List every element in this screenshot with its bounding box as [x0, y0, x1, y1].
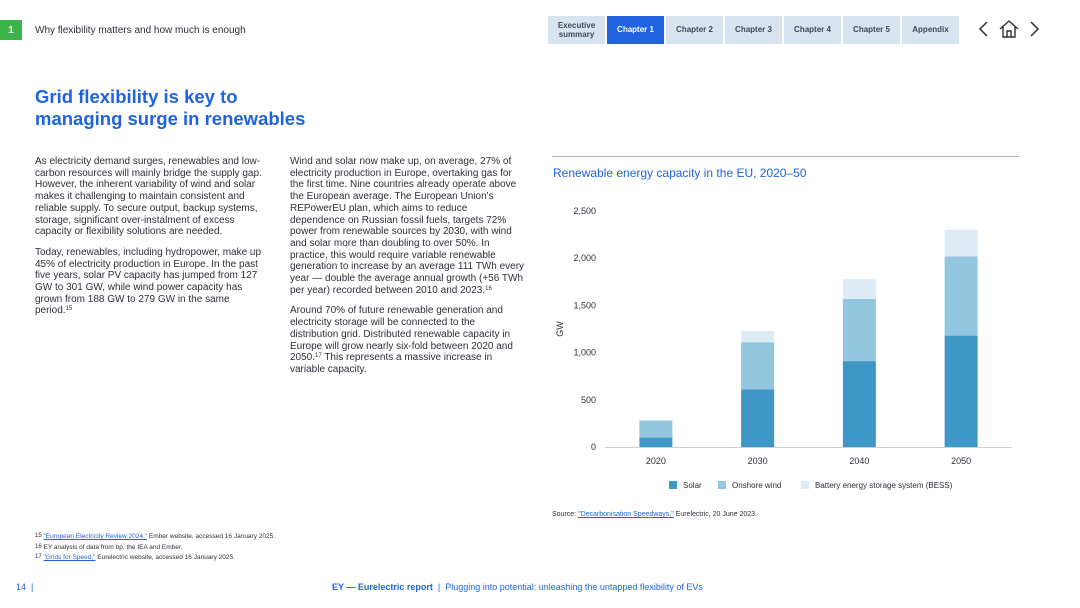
- chart-title: Renewable energy capacity in the EU, 2020–50: [553, 166, 807, 180]
- body-text: Around 70% of future renewable generation and electricity storage will be connected to the distribution grid. Distributed renewable capacity in Europe will grow nearly six-fold between 2020 and 2050.: [290, 305, 513, 364]
- legend-label: Battery energy storage system (BESS): [815, 481, 953, 490]
- chevron-right-icon[interactable]: [1026, 19, 1042, 44]
- page-number: 14 |: [16, 582, 34, 592]
- y-tick-label: 1,000: [573, 347, 596, 358]
- chart-divider: [552, 156, 1019, 157]
- tab-chapter-4[interactable]: Chapter 4: [784, 16, 841, 44]
- legend-swatch: [669, 481, 677, 489]
- footnote: [35, 553, 275, 564]
- tab-executive-summary[interactable]: Executive summary: [548, 16, 605, 44]
- chart-source-link[interactable]: "Decarbonisation Speedways,": [578, 511, 674, 518]
- nav-icons: [976, 19, 1042, 44]
- footnote-number: 17: [35, 554, 42, 560]
- chart-source-rest: Eurelectric, 20 June 2023.: [673, 511, 757, 518]
- chapter-number-badge: 1: [0, 20, 22, 40]
- body-paragraph: As electricity demand surges, renewables and low-carbon resources will mainly bridge the supply gap. However, the inherent variability of wind and solar makes it challenging to maintain consistent and reliable supply. To secure output, backup systems, storage, significant over-instalment of excess capacity or flexibility solutions are needed.: [35, 156, 262, 238]
- bar-segment-onshore-wind: [843, 299, 876, 361]
- footnote-number: 16: [35, 543, 42, 550]
- footnote-number: 15: [35, 533, 42, 539]
- y-axis-label: GW: [555, 321, 565, 337]
- bar-segment-onshore-wind: [639, 421, 672, 438]
- page-number-value: 14: [16, 582, 27, 592]
- legend-swatch: [718, 481, 726, 489]
- bar-segment-onshore-wind: [945, 256, 978, 335]
- footnote-text: EY analysis of data from bp, the IEA and Ember.: [41, 543, 183, 551]
- footnote-link[interactable]: "Grids for Speed,": [43, 554, 96, 561]
- bar-segment-solar: [741, 389, 774, 447]
- section-title: Why flexibility matters and how much is enough: [35, 25, 246, 36]
- x-tick-label: 2050: [951, 456, 972, 466]
- tab-appendix[interactable]: Appendix: [902, 16, 959, 44]
- chart-source-prefix: Source:: [552, 511, 579, 518]
- report-name: EY — Eurelectric report: [332, 582, 433, 592]
- page-heading: [35, 86, 355, 130]
- bar-segment-battery-energy-storage-system-bess: [843, 279, 876, 299]
- body-column-1: [35, 156, 267, 326]
- tab-chapter-5[interactable]: Chapter 5: [843, 16, 900, 44]
- y-tick-label: 500: [580, 394, 596, 405]
- bar-segment-onshore-wind: [741, 342, 774, 389]
- legend-label: Solar: [683, 481, 702, 490]
- bar-segment-battery-energy-storage-system-bess: [945, 230, 978, 256]
- footer: EY — Eurelectric report | Plugging into potential: unleashing the untapped flexibility of EVs: [332, 582, 703, 592]
- body-text: Wind and solar now make up, on average, 27% of electricity production in Europe, overtaking gas for the first time. Nine countries already operate above the European average. The European Union's REPowerEU plan, which aims to reduce dependence on Russian fossil fuels, targets 72% power from renewable sources by 2030, with wind and solar more than doubling to over 50%. In practice, this would require variable renewable generation to increase by an average 111 TWh every year — double the average annual growth (+56 TWh per year) recorded between 2010 and 2023.: [290, 156, 525, 296]
- footnote-text: Eurelectric website, accessed 16 January 2025.: [95, 554, 235, 561]
- footnote-link[interactable]: "European Electricity Review 2024,": [43, 533, 148, 540]
- bar-segment-battery-energy-storage-system-bess: [741, 331, 774, 342]
- chart-source: [552, 511, 757, 518]
- y-tick-label: 0: [590, 442, 596, 452]
- bar-segment-solar: [945, 336, 978, 447]
- capacity-chart: [552, 196, 1019, 506]
- body-paragraph: [290, 305, 525, 375]
- x-tick-label: 2020: [645, 456, 666, 466]
- chapter-nav: [548, 16, 959, 44]
- legend-label: Onshore wind: [732, 481, 782, 490]
- footnotes: [35, 532, 275, 564]
- tab-chapter-3[interactable]: Chapter 3: [725, 16, 782, 44]
- body-text: This represents a massive increase in variable capacity.: [290, 352, 493, 375]
- report-subtitle: Plugging into potential: unleashing the untapped flexibility of EVs: [445, 582, 703, 592]
- x-tick-label: 2040: [849, 456, 870, 466]
- chevron-left-icon[interactable]: [976, 19, 992, 44]
- footnote-ref[interactable]: 15: [65, 306, 73, 313]
- x-tick-label: 2030: [747, 456, 768, 466]
- bar-segment-solar: [639, 438, 672, 447]
- y-tick-label: 1,500: [573, 300, 596, 311]
- footnote-text: Ember website, accessed 16 January 2025.: [147, 533, 276, 540]
- page-heading-line1: Grid flexibility is key to: [35, 86, 238, 107]
- body-text: Today, renewables, including hydropower, make up 45% of electricity production in Europe. In the past five years, solar PV capacity has jumped from 127 GW to 301 GW, while wind power capacity has grown from 188 GW to 279 GW in the same period.: [35, 246, 262, 317]
- body-column-2: [290, 156, 525, 385]
- body-paragraph: [290, 156, 525, 296]
- footnote-ref[interactable]: 17: [315, 353, 322, 360]
- body-paragraph: [35, 247, 267, 317]
- home-icon[interactable]: [998, 19, 1020, 44]
- tab-chapter-1[interactable]: Chapter 1: [607, 16, 664, 44]
- bar-segment-solar: [843, 361, 876, 447]
- page-heading-line2: managing surge in renewables: [35, 108, 306, 129]
- footnote-ref[interactable]: 16: [485, 285, 492, 292]
- legend-swatch: [801, 481, 809, 489]
- y-tick-label: 2,000: [573, 253, 596, 264]
- y-tick-label: 2,500: [573, 206, 596, 216]
- footnote: [35, 532, 275, 543]
- footnote: [35, 543, 275, 554]
- tab-chapter-2[interactable]: Chapter 2: [666, 16, 723, 44]
